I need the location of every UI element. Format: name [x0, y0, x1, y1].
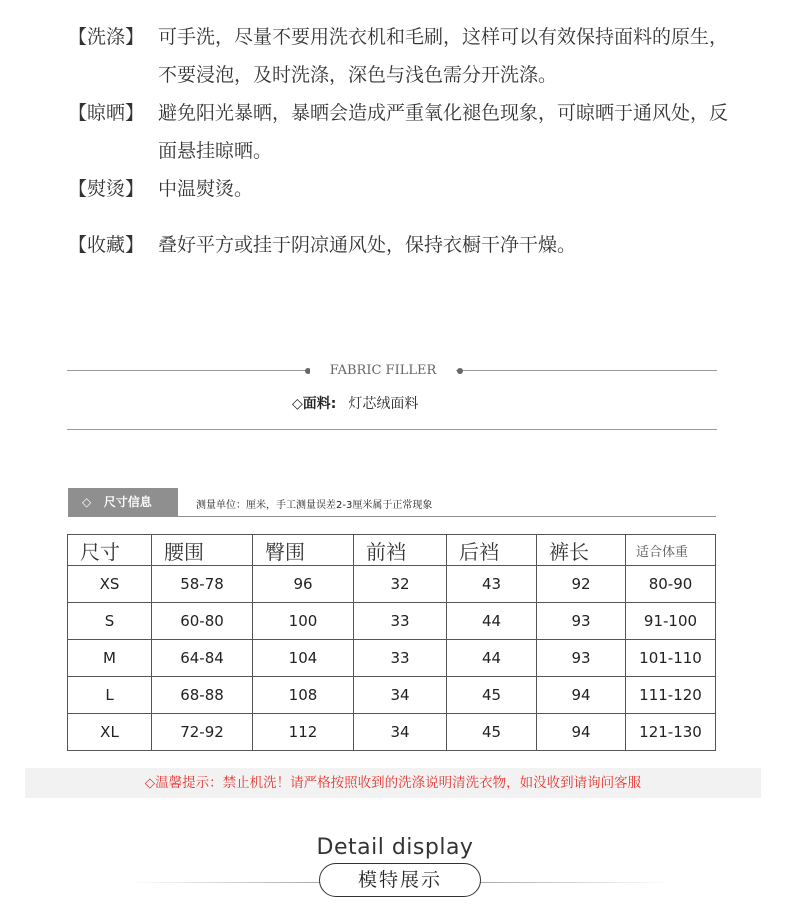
- table-cell: 68-88: [152, 677, 253, 714]
- table-header-row: [68, 535, 716, 566]
- size-header: [68, 488, 716, 516]
- table-header: 后裆: [447, 535, 537, 566]
- care-text: 叠好平方或挂于阴凉通风处，保持衣橱干净干燥。: [158, 234, 577, 256]
- fabric-info: [292, 393, 418, 413]
- table-cell: 93: [537, 603, 626, 640]
- table-cell: 64-84: [152, 640, 253, 677]
- warning-banner: ◇温馨提示：禁止机洗！请严格按照收到的洗涤说明清洗衣物，如没收到请询问客服: [25, 768, 761, 798]
- table-cell: S: [68, 603, 152, 640]
- table-cell: 100: [253, 603, 354, 640]
- table-cell: 91-100: [626, 603, 716, 640]
- care-label: 【收藏】: [68, 234, 145, 256]
- care-row-dry: [68, 94, 748, 170]
- table-cell: 80-90: [626, 566, 716, 603]
- table-header: 裤长: [537, 535, 626, 566]
- table-cell: 108: [253, 677, 354, 714]
- care-label: 【晾晒】: [68, 102, 145, 124]
- table-header: 前裆: [354, 535, 447, 566]
- table-cell: 72-92: [152, 714, 253, 751]
- table-row: [68, 640, 716, 677]
- care-text: 避免阳光暴晒，暴晒会造成严重氧化褪色现象，可晾晒于通风处，反面悬挂晾晒。: [158, 102, 729, 162]
- table-header: 臀围: [253, 535, 354, 566]
- table-cell: 94: [537, 714, 626, 751]
- table-cell: M: [68, 640, 152, 677]
- detail-title: Detail display: [316, 835, 474, 860]
- care-instructions: [68, 18, 748, 264]
- care-label: 【洗涤】: [68, 26, 145, 48]
- table-cell: 60-80: [152, 603, 253, 640]
- table-cell: 45: [447, 677, 537, 714]
- detail-line-left: [130, 882, 320, 883]
- care-text: 中温熨烫。: [158, 178, 254, 200]
- table-cell: 44: [447, 603, 537, 640]
- table-cell: 44: [447, 640, 537, 677]
- table-row: [68, 677, 716, 714]
- table-cell: 33: [354, 640, 447, 677]
- table-cell: 92: [537, 566, 626, 603]
- table-cell: 43: [447, 566, 537, 603]
- table-cell: 34: [354, 677, 447, 714]
- table-cell: XS: [68, 566, 152, 603]
- detail-line-right: [480, 882, 670, 883]
- table-cell: 32: [354, 566, 447, 603]
- table-cell: L: [68, 677, 152, 714]
- dot-right-icon: [457, 368, 463, 374]
- care-label: 【熨烫】: [68, 178, 145, 200]
- care-row-wash: [68, 18, 748, 94]
- fabric-divider-bottom: [67, 429, 717, 430]
- table-cell: 34: [354, 714, 447, 751]
- table-cell: 33: [354, 603, 447, 640]
- table-cell: XL: [68, 714, 152, 751]
- size-note: 测量单位：厘米，手工测量误差2-3厘米属于正常现象: [196, 500, 433, 511]
- table-cell: 121-130: [626, 714, 716, 751]
- table-cell: 111-120: [626, 677, 716, 714]
- table-cell: 58-78: [152, 566, 253, 603]
- size-table: [67, 534, 716, 751]
- table-row: [68, 714, 716, 751]
- detail-subtitle: 模特展示: [319, 863, 481, 897]
- table-cell: 45: [447, 714, 537, 751]
- size-tab: ◇ 尺寸信息: [68, 488, 178, 516]
- table-cell: 94: [537, 677, 626, 714]
- table-cell: 93: [537, 640, 626, 677]
- fabric-key: ◇面料:: [292, 396, 337, 412]
- table-header: 尺寸: [68, 535, 152, 566]
- size-underline: [68, 516, 716, 517]
- table-header: 适合体重: [626, 535, 716, 566]
- table-cell: 101-110: [626, 640, 716, 677]
- table-row: [68, 603, 716, 640]
- fabric-value: 灯芯绒面料: [348, 396, 419, 412]
- care-row-iron: [68, 170, 748, 208]
- table-cell: 112: [253, 714, 354, 751]
- fabric-title: FABRIC FILLER: [310, 362, 456, 380]
- table-cell: 104: [253, 640, 354, 677]
- care-row-store: [68, 226, 748, 264]
- table-header: 腰围: [152, 535, 253, 566]
- table-row: [68, 566, 716, 603]
- table-cell: 96: [253, 566, 354, 603]
- care-text: 可手洗，尽量不要用洗衣机和毛刷，这样可以有效保持面料的原生，不要浸泡，及时洗涤，深色与浅色需分开洗涤。: [158, 26, 729, 86]
